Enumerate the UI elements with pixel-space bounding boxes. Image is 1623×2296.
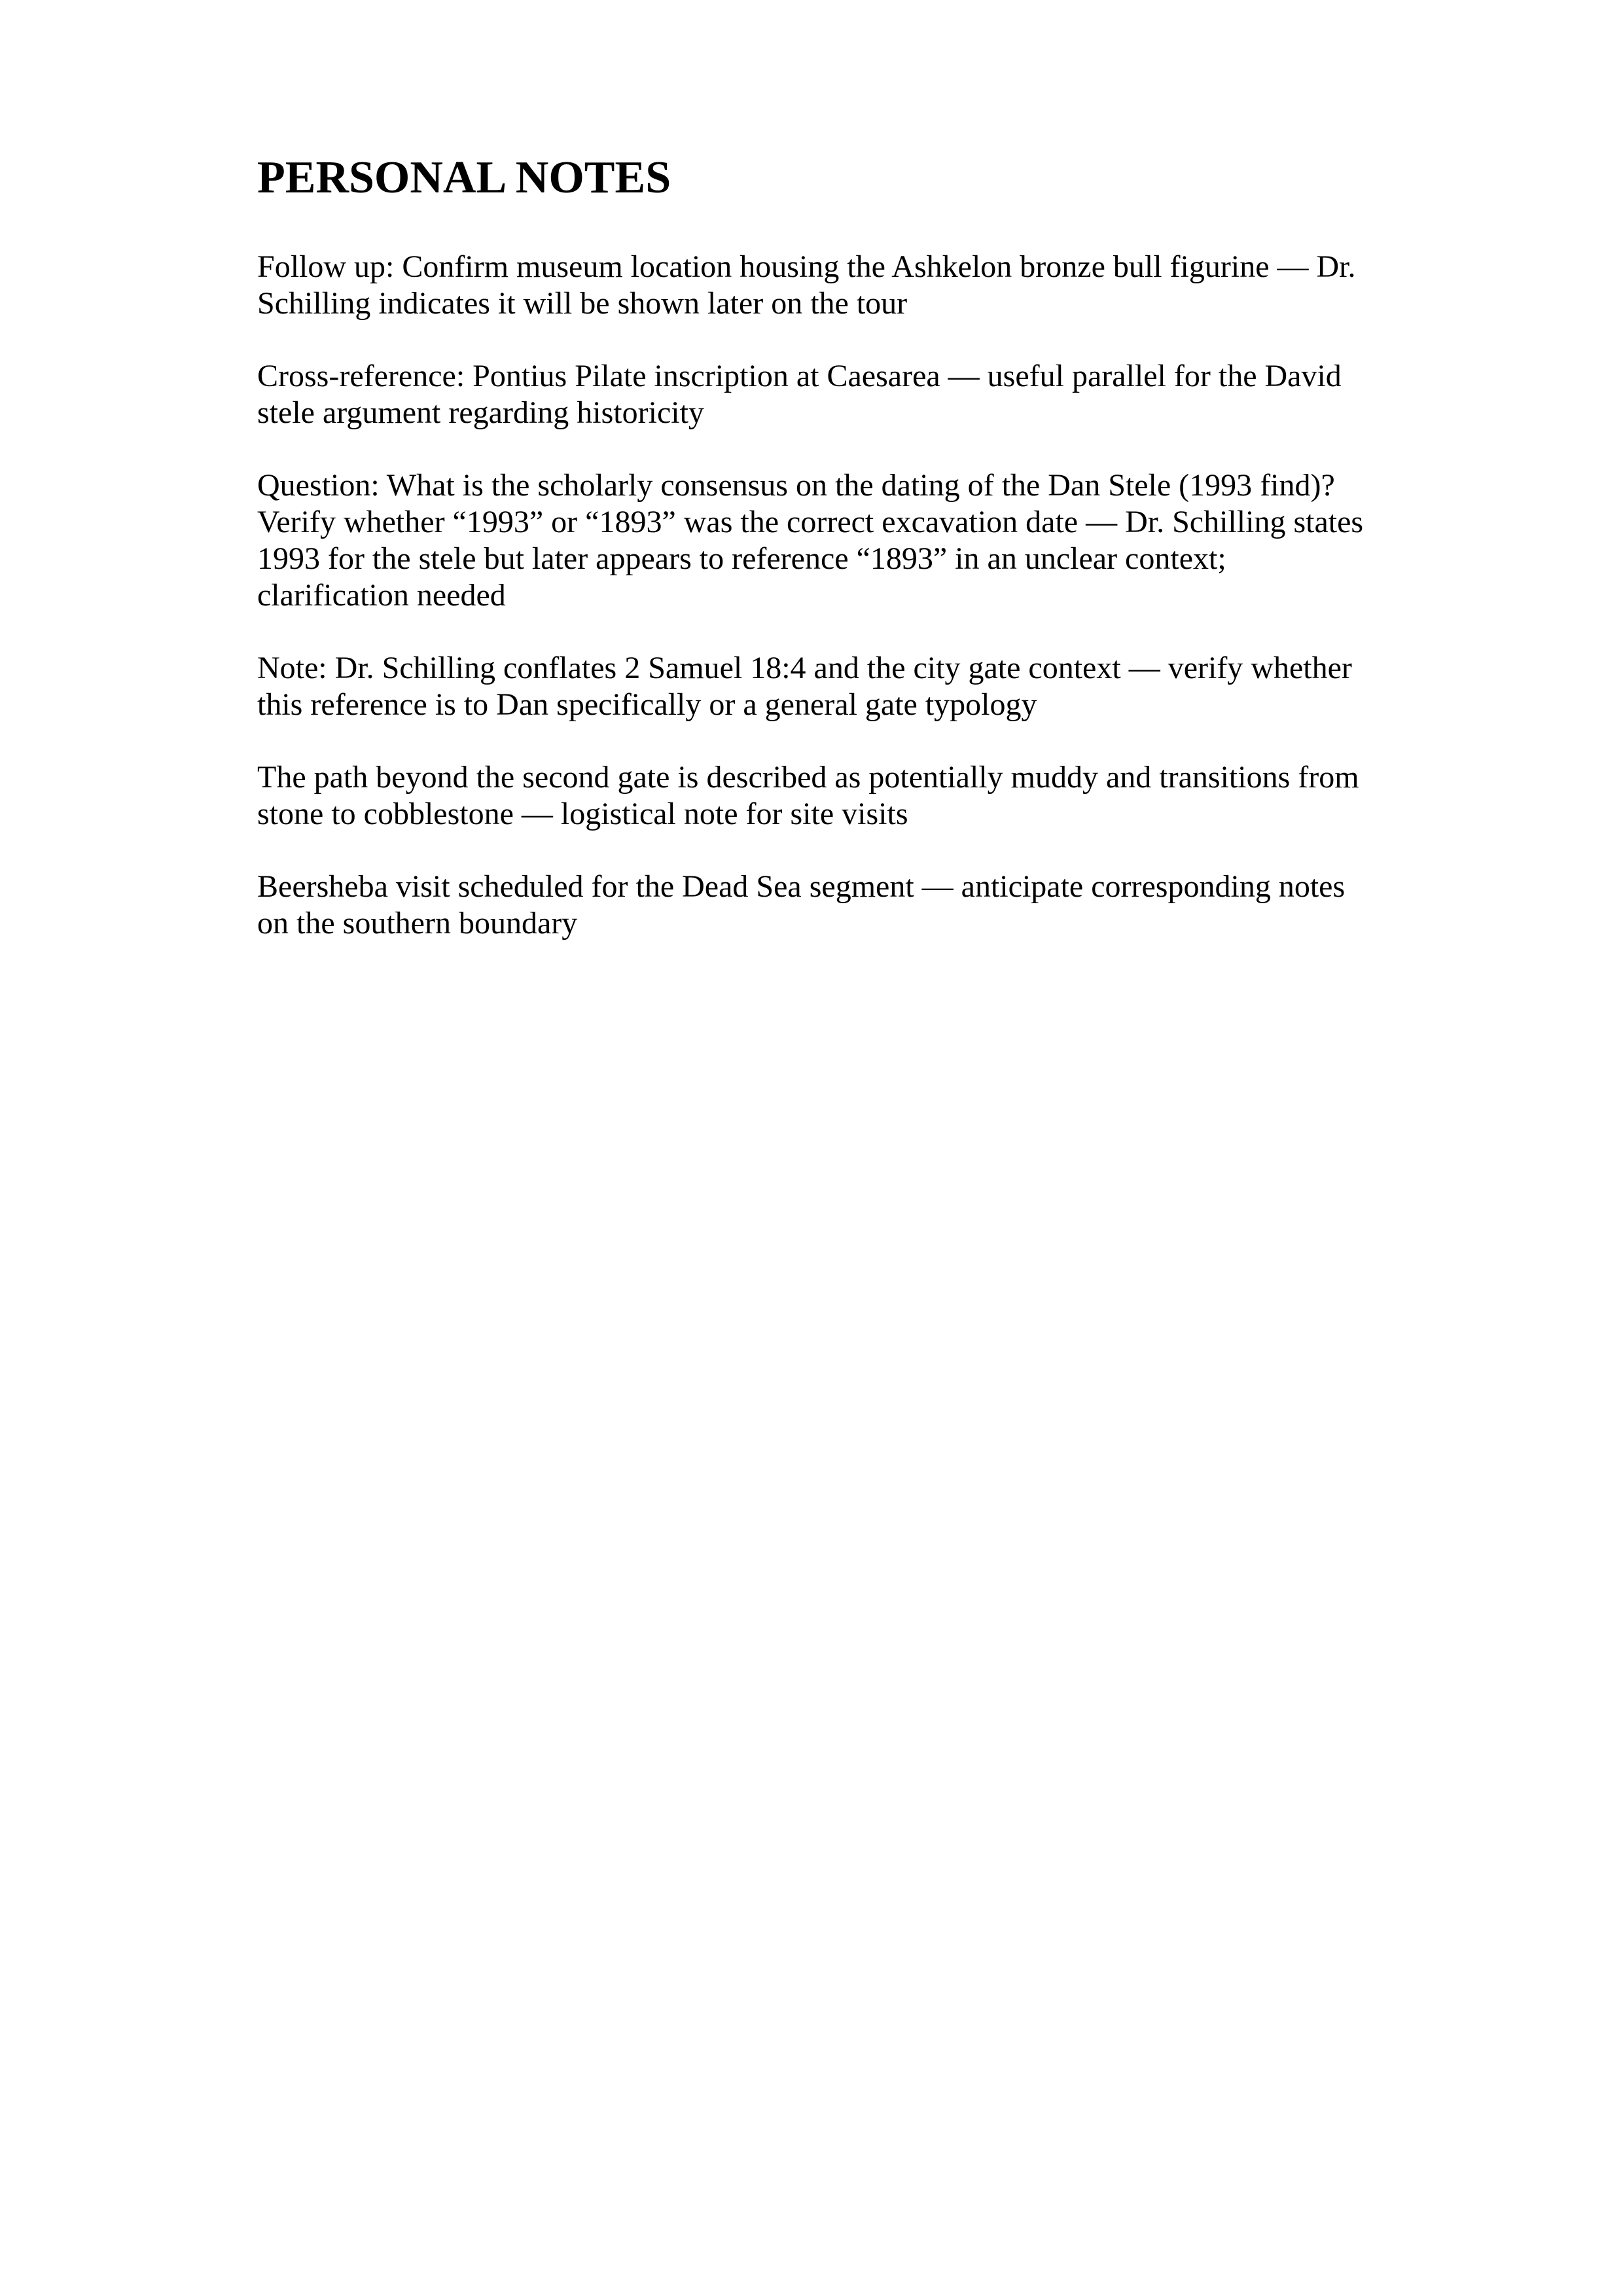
note-cross-reference: Cross-reference: Pontius Pilate inscription at Caesarea — useful parallel for the David stele argument regarding historicity (257, 359, 1342, 430)
page-title: PERSONAL NOTES (257, 152, 671, 203)
note-question: Question: What is the scholarly consensus on the dating of the Dan Stele (1993 find)? Verify whether “1993” or “1893” was the correct excavation date — Dr. Schilling states 1993 for the stele but later appears to reference “1893” in an unclear context; clarification needed (257, 468, 1364, 613)
note-samuel-reference: Note: Dr. Schilling conflates 2 Samuel 18:4 and the city gate context — verify whether this reference is to Dan specifically or a general gate typology (257, 651, 1352, 722)
note-beersheba-visit: Beersheba visit scheduled for the Dead Sea segment — anticipate corresponding notes on the southern boundary (257, 869, 1346, 941)
note-path-logistics: The path beyond the second gate is described as potentially muddy and transitions from stone to cobblestone — logistical note for site visits (257, 760, 1359, 831)
note-follow-up: Follow up: Confirm museum location housing the Ashkelon bronze bull figurine — Dr. Schilling indicates it will be shown later on the tour (257, 249, 1356, 321)
document-body (257, 151, 1370, 978)
